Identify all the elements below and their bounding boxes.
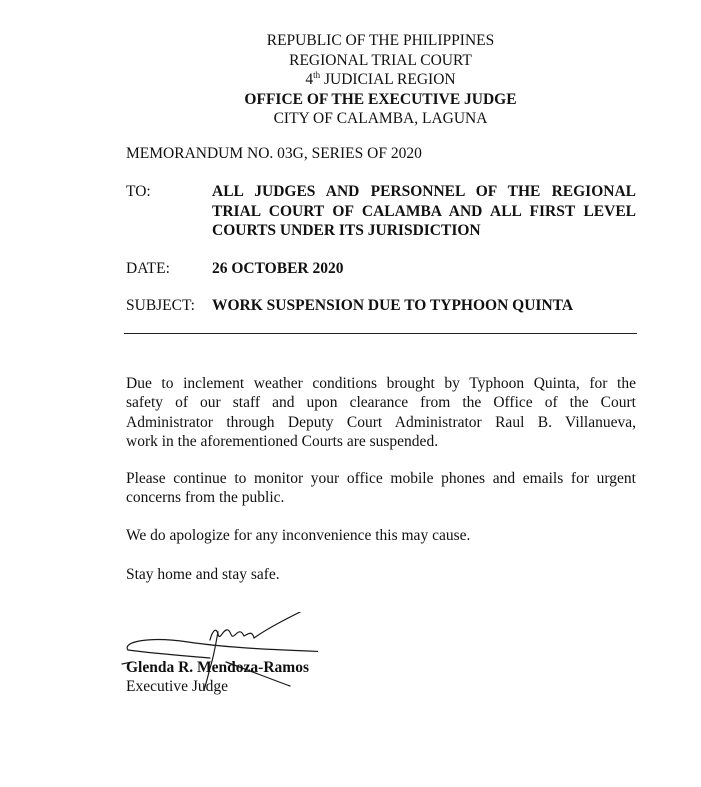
paragraph-line: We do apologize for any inconvenience this may cause. <box>126 527 471 544</box>
date-label: DATE: <box>126 260 170 277</box>
signatory-name: Glenda R. Mendoza-Ramos <box>126 659 309 676</box>
letterhead-office: OFFICE OF THE EXECUTIVE JUDGE <box>244 90 517 108</box>
region-ordinal-suffix: th <box>313 70 321 80</box>
paragraph-line: safety of our staff and upon clearance from the Office of the Court <box>126 394 636 412</box>
signatory-title: Executive Judge <box>126 678 229 695</box>
body-paragraph-4 <box>126 565 636 584</box>
paragraph-line: Due to inclement weather conditions brought by Typhoon Quinta, for the <box>126 375 636 392</box>
letterhead-court: REGIONAL TRIAL COURT <box>289 51 472 69</box>
signature-lower-stroke <box>128 650 210 658</box>
paragraph-line: Please continue to monitor your office mobile phones and emails for urgent <box>126 470 636 487</box>
paragraph-line: Stay home and stay safe. <box>126 566 280 583</box>
body-paragraph-1 <box>126 374 636 451</box>
letterhead-city: CITY OF CALAMBA, LAGUNA <box>273 110 488 127</box>
to-value <box>212 182 636 241</box>
header-divider <box>124 333 637 334</box>
to-line: TRIAL COURT OF CALAMBA AND ALL FIRST LEVEL <box>212 202 636 220</box>
signature-scribble-stroke <box>210 612 304 640</box>
subject-label: SUBJECT: <box>126 297 195 314</box>
memorandum-number: MEMORANDUM NO. 03G, SERIES OF 2020 <box>126 145 422 162</box>
paragraph-line: Administrator through Deputy Court Administrator Raul B. Villanueva, <box>126 413 636 431</box>
paragraph-line: work in the aforementioned Courts are suspended. <box>126 432 439 450</box>
paragraph-line: concerns from the public. <box>126 489 285 507</box>
region-text: JUDICIAL REGION <box>320 71 456 88</box>
body-paragraph-2 <box>126 469 636 508</box>
date-value: 26 OCTOBER 2020 <box>212 260 344 277</box>
signature-loop-stroke <box>127 640 318 652</box>
letterhead-republic: REPUBLIC OF THE PHILIPPINES <box>266 32 495 49</box>
letterhead <box>0 31 701 129</box>
subject-value: WORK SUSPENSION DUE TO TYPHOON QUINTA <box>212 297 574 314</box>
letterhead-region <box>0 70 701 90</box>
body-paragraph-3 <box>126 526 636 545</box>
to-line: ALL JUDGES AND PERSONNEL OF THE REGIONAL <box>212 183 636 200</box>
region-number: 4 <box>305 71 314 88</box>
to-label: TO: <box>126 183 151 200</box>
to-line: COURTS UNDER ITS JURISDICTION <box>212 222 481 239</box>
